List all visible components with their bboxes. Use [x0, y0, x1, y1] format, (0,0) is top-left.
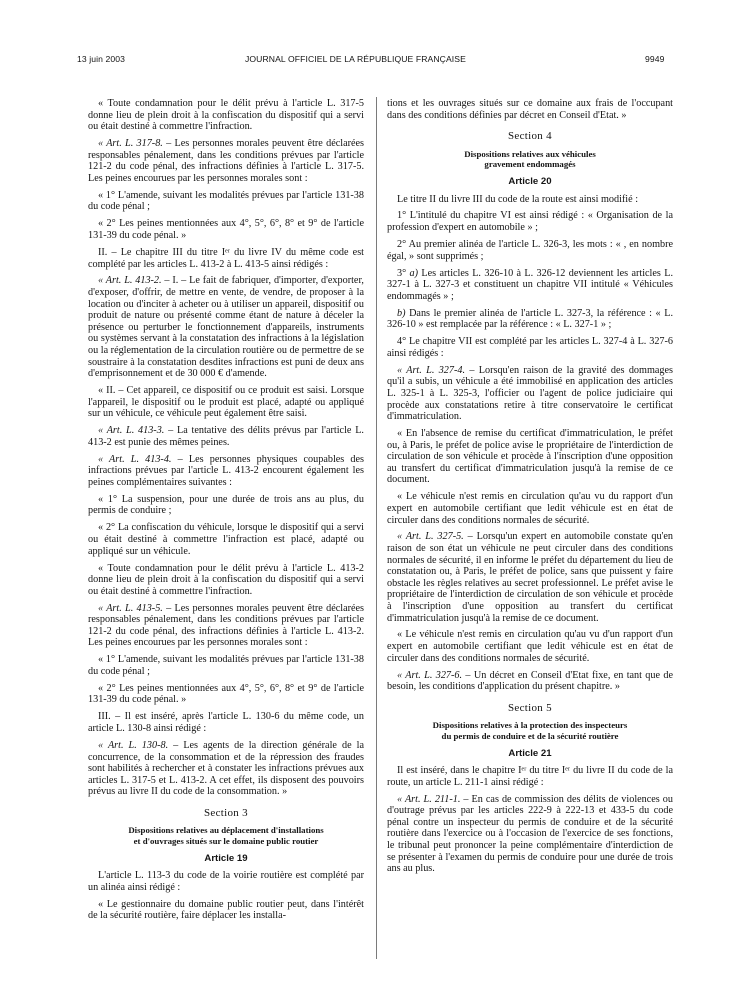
paragraph: « 2° Les peines mentionnées aux 4°, 5°, 6°, 8° et 9° de l'article 131-39 du code pénal. » — [88, 682, 364, 706]
header-page-number: 9949 — [645, 54, 665, 64]
paragraph: « Toute condamnation pour le délit prévu à l'article L. 317-5 donne lieu de plein droit à la confiscation du dispositif qui a servi ou était destiné à commettre l'infraction. — [88, 98, 364, 133]
paragraph: « 2° La confiscation du véhicule, lorsque le dispositif qui a servi ou était destiné à commettre l'infraction est placé, adapté ou appliqué sur un véhicule. — [88, 522, 364, 557]
paragraph: 3° a) Les articles L. 326-10 à L. 326-12 deviennent les articles L. 327-1 à L. 327-3 et constituent un chapitre VII intitulé « Véhicules endommagés » ; — [387, 267, 673, 302]
paragraph: « Le véhicule n'est remis en circulation qu'au vu du rapport d'un expert en automobile certifiant que ledit véhicule est en état de circuler dans des conditions normales de sécurité. — [387, 491, 673, 526]
section-subtitle: Dispositions relatives au déplacement d'installations et d'ouvrages situés sur le domaine public routier — [128, 825, 324, 847]
paragraph: « Art. L. 413-3. – La tentative des délits prévus par l'article L. 413-2 est punie des mêmes peines. — [88, 425, 364, 448]
paragraph: tions et les ouvrages situés sur ce domaine aux frais de l'occupant dans des conditions définies par décret en Conseil d'Etat. » — [387, 98, 673, 121]
article-reference: « Art. L. 413-2. — [98, 275, 162, 287]
left-column — [88, 98, 364, 927]
paragraph: « II. – Cet appareil, ce dispositif ou ce produit est saisi. Lorsque l'appareil, le dispositif ou le produit est placé, adapté ou appliqué sur un véhicule, ce véhicule peut également être saisi. — [88, 385, 364, 420]
paragraph: « Art. L. 327-5. – Lorsqu'un expert en automobile constate qu'en raison de son état un véhicule ne peut circuler dans des conditions normales de sécurité, il en informe le préfet du département du lieu de constatation ou, à Paris, le préfet de police, sans que puissent y faire obstacle les règles relatives au secret professionnel. Le préfet avise le propriétaire de l'interdiction de circulation de son véhicule et procède à l'inscription d'une opposition au transfert du certificat d'immatriculation jusqu'à la remise de ce document. — [387, 531, 673, 624]
header-date: 13 juin 2003 — [77, 54, 126, 64]
section-heading: Section 4 — [508, 130, 552, 143]
paragraph: 1° L'intitulé du chapitre VI est ainsi rédigé : « Organisation de la profession d'expert en automobile » ; — [387, 210, 673, 234]
article-reference: « Art. L. 413-5. — [98, 602, 163, 614]
article-reference: « Art. L. 130-8. — [98, 740, 169, 751]
paragraph: b) Dans le premier alinéa de l'article L. 327-3, la référence : « L. 326-10 » est remplacée par la référence : « L. 327-1 » ; — [387, 307, 673, 331]
article-reference: « Art. L. 413-4. — [98, 453, 172, 465]
section-subtitle: Dispositions relatives à la protection des inspecteurs du permis de conduire et de la sécurité routière — [432, 720, 628, 741]
article-reference: « Art. L. 317-8. — [98, 138, 163, 150]
paragraph: « Art. L. 317-8. – Les personnes morales peuvent être déclarées responsables pénalement, dans les conditions prévues par l'article 121-2 du code pénal, des infractions définies à l'article L. 317-5. Les peines encourues par les personnes morales sont : — [88, 138, 364, 184]
paragraph: « 1° L'amende, suivant les modalités prévues par l'article 131-38 du code pénal ; — [88, 654, 364, 677]
section-heading: Section 3 — [204, 806, 248, 819]
article-heading: Article 21 — [508, 747, 552, 759]
paragraph: « Art. L. 413-5. – Les personnes morales peuvent être déclarées responsables pénalement, dans les conditions prévues par l'article 121-2 du code pénal, des infractions définies à l'article L. 413-2. Les peines encourues par les personnes morales sont : — [88, 602, 364, 649]
paragraph: « Art. L. 327-4. – Lorsqu'en raison de la gravité des dommages qu'il a subis, un véhicule a été immobilisé en application des articles L. 325-1 à L. 325-3, l'officier ou l'agent de police judiciaire qui procède aux constatations retire à titre conservatoire le certificat d'immatriculation. — [387, 364, 673, 423]
paragraph: « En l'absence de remise du certificat d'immatriculation, le préfet ou, à Paris, le préfet de police avise le propriétaire de l'interdiction de circulation de son véhicule et procède à l'inscription d'une opposition au transfert du certificat d'immatriculation jusqu'à la remise de ce document. — [387, 428, 673, 486]
paragraph: « 1° L'amende, suivant les modalités prévues par l'article 131-38 du code pénal ; — [88, 189, 364, 213]
paragraph: « Le véhicule n'est remis en circulation qu'au vu d'un rapport d'un expert en automobile certifiant que ledit véhicule est en état de circuler dans des conditions normales de sécurité. — [387, 629, 673, 664]
paragraph: « Art. L. 413-2. – I. – Le fait de fabriquer, d'importer, d'exporter, d'exposer, d'offrir, de mettre en vente, de vendre, de proposer à la location ou d'inciter à acheter ou à utiliser un appareil, dispositif ou produit de nature ou présenté comme étant de nature à déceler la présence ou perturber le fonctionnement d'appareils, instruments ou systèmes servant à la constatation des infractions à la législation ou la réglementation de la circulation routière ou de permettre de se soustraire à la constatation desdites infractions est puni de deux ans d'emprisonnement et de 30 000 € d'amende. — [88, 275, 364, 380]
article-heading: Article 19 — [204, 852, 248, 864]
right-column — [387, 98, 673, 880]
paragraph: II. – Le chapitre III du titre Iᵉʳ du livre IV du même code est complété par les articles L. 413-2 à L. 413-5 ainsi rédigés : — [88, 246, 364, 270]
paragraph: « Art. L. 211-1. – En cas de commission des délits de violences ou d'outrage prévus par les articles 222-9 à 222-13 et 433-5 du code pénal contre un inspecteur du permis de conduire et de la sécurité routière dans l'exercice ou à l'occasion de l'exercice de ses fonctions, le tribunal peut prononcer la peine complémentaire d'interdiction de se présenter à l'examen du permis de conduire pour une durée de trois ans au plus. — [387, 793, 673, 875]
paragraph: Il est inséré, dans le chapitre Iᵉʳ du titre Iᵉʳ du livre II du code de la route, un article L. 211-1 ainsi rédigé : — [387, 765, 673, 788]
article-reference: « Art. L. 211-1. — [397, 793, 461, 805]
paragraph: 4° Le chapitre VII est complété par les articles L. 327-4 à L. 327-6 ainsi rédigés : — [387, 336, 673, 359]
article-reference: « Art. L. 327-5. — [397, 531, 464, 543]
paragraph: « Art. L. 327-6. – Un décret en Conseil d'Etat fixe, en tant que de besoin, les conditions d'application du présent chapitre. » — [387, 669, 673, 693]
header-title: JOURNAL OFFICIEL DE LA RÉPUBLIQUE FRANÇAISE — [245, 54, 466, 64]
article-heading: Article 20 — [508, 175, 552, 187]
paragraph: Le titre II du livre III du code de la route est ainsi modifié : — [397, 193, 639, 205]
paragraph: 2° Au premier alinéa de l'article L. 326-3, les mots : « , en nombre égal, » sont supprimés ; — [387, 239, 673, 262]
paragraph: « Le gestionnaire du domaine public routier peut, dans l'intérêt de la sécurité routière, faire déplacer les installa- — [88, 898, 364, 922]
paragraph: III. – Il est inséré, après l'article L. 130-6 du même code, un article L. 130-8 ainsi rédigé : — [88, 711, 364, 735]
section-heading: Section 5 — [508, 701, 552, 714]
paragraph: « 2° Les peines mentionnées aux 4°, 5°, 6°, 8° et 9° de l'article 131-39 du code pénal. » — [88, 218, 364, 241]
paragraph: « Art. L. 413-4. – Les personnes physiques coupables des infractions prévues par l'article L. 413-2 encourent également les peines complémentaires suivantes : — [88, 453, 364, 488]
column-divider — [376, 97, 377, 959]
paragraph: « Toute condamnation pour le délit prévu à l'article L. 413-2 donne lieu de plein droit à la confiscation du dispositif qui a servi ou était destiné à commettre l'infraction. — [88, 562, 364, 597]
paragraph: « Art. L. 130-8. – Les agents de la direction générale de la concurrence, de la consommation et de la répression des fraudes sont habilités à rechercher et à constater les infractions prévues aux articles L. 317-5 et L. 413-2. A cet effet, ils disposent des pouvoirs prévus au livre II du code de la consommation. » — [88, 740, 364, 798]
paragraph: « 1° La suspension, pour une durée de trois ans au plus, du permis de conduire ; — [88, 493, 364, 517]
article-reference: « Art. L. 413-3. — [98, 425, 165, 437]
paragraph: L'article L. 113-3 du code de la voirie routière est complété par un alinéa ainsi rédigé : — [88, 870, 364, 893]
article-reference: « Art. L. 327-6. — [397, 669, 463, 681]
section-subtitle: Dispositions relatives aux véhicules gravement endommagés — [464, 148, 596, 170]
article-reference: « Art. L. 327-4. — [397, 364, 466, 376]
